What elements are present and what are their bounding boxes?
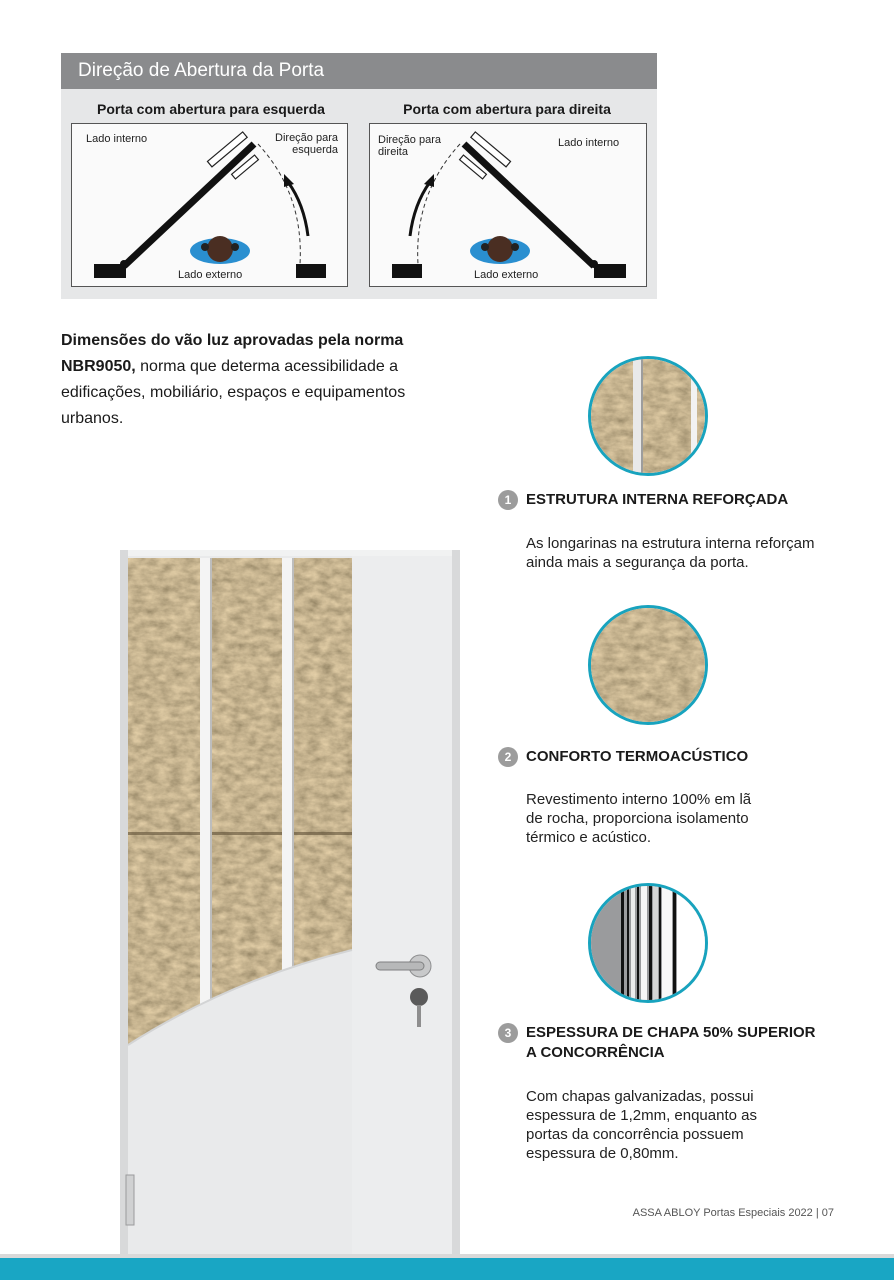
intro-text-line-3: edificações, mobiliário, espaços e equipamentos [61, 384, 406, 401]
feature-3-number-badge: 3 [498, 1023, 518, 1043]
stringer-detail-image [588, 356, 708, 476]
feature-3-desc-line: espessura de 1,2mm, enquanto as [526, 1107, 757, 1124]
left-outer-side-label: Lado externo [178, 269, 243, 281]
left-direction-label [270, 132, 338, 156]
feature-3-title-text [526, 1023, 816, 1063]
door-opening-diagram [61, 53, 657, 299]
feature-3-title-line-2: A CONCORRÊNCIA [526, 1044, 665, 1061]
feature-3-desc-line: Com chapas galvanizadas, possui [526, 1088, 754, 1105]
intro-bold-line-2: NBR9050, [61, 358, 136, 375]
feature-3-desc-line: portas da concorrência possuem [526, 1126, 744, 1143]
feature-3-description [526, 1087, 757, 1163]
feature-2-desc-line: Revestimento interno 100% em lã [526, 791, 752, 808]
intro-paragraph [61, 328, 461, 432]
bottom-accent-band [0, 1258, 894, 1280]
door-cutaway-image [120, 550, 460, 1260]
page-footer: ASSA ABLOY Portas Especiais 2022 | 07 [632, 1207, 834, 1219]
intro-text-line-4: urbanos. [61, 410, 124, 427]
sheet-thickness-detail-image [588, 883, 708, 1003]
right-direction-line-1: Direção para [378, 134, 441, 146]
feature-2-number-badge: 2 [498, 747, 518, 767]
feature-1-description [526, 534, 814, 572]
feature-2-desc-line: térmico e acústico. [526, 829, 652, 846]
diagram-title: Direção de Abertura da Porta [61, 53, 657, 89]
left-direction-line-1: Direção para [275, 132, 338, 144]
feature-3-title [498, 1023, 816, 1063]
right-direction-line-2: direita [378, 146, 408, 158]
left-opening-frame [71, 123, 348, 287]
left-opening-heading: Porta com abertura para esquerda [97, 101, 325, 117]
feature-3-title-line-1: ESPESSURA DE CHAPA 50% SUPERIOR [526, 1024, 816, 1041]
right-inner-side-label: Lado interno [558, 137, 620, 149]
left-direction-line-2: esquerda [292, 144, 338, 156]
feature-2-title-text: CONFORTO TERMOACÚSTICO [526, 748, 749, 765]
feature-3-desc-line: espessura de 0,80mm. [526, 1145, 679, 1162]
right-opening-heading: Porta com abertura para direita [403, 101, 611, 117]
feature-1-desc-line: ainda mais a segurança da porta. [526, 554, 749, 571]
feature-1-desc-line: As longarinas na estrutura interna reforçam [526, 535, 815, 552]
feature-2-description [526, 790, 751, 847]
intro-bold-line-1: Dimensões do vão luz aprovadas pela norma [61, 332, 404, 349]
rockwool-detail-image [588, 605, 708, 725]
right-outer-side-label: Lado externo [474, 269, 539, 281]
feature-1-title [498, 490, 788, 510]
left-inner-side-label: Lado interno [86, 133, 148, 145]
intro-text-line-2: norma que determa acessibilidade a [135, 358, 399, 375]
feature-2-title [498, 747, 748, 767]
feature-1-title-text: ESTRUTURA INTERNA REFORÇADA [526, 491, 789, 508]
feature-1-number-badge: 1 [498, 490, 518, 510]
right-opening-frame [369, 123, 647, 287]
feature-2-desc-line: de rocha, proporciona isolamento [526, 810, 749, 827]
right-direction-label [378, 134, 441, 158]
